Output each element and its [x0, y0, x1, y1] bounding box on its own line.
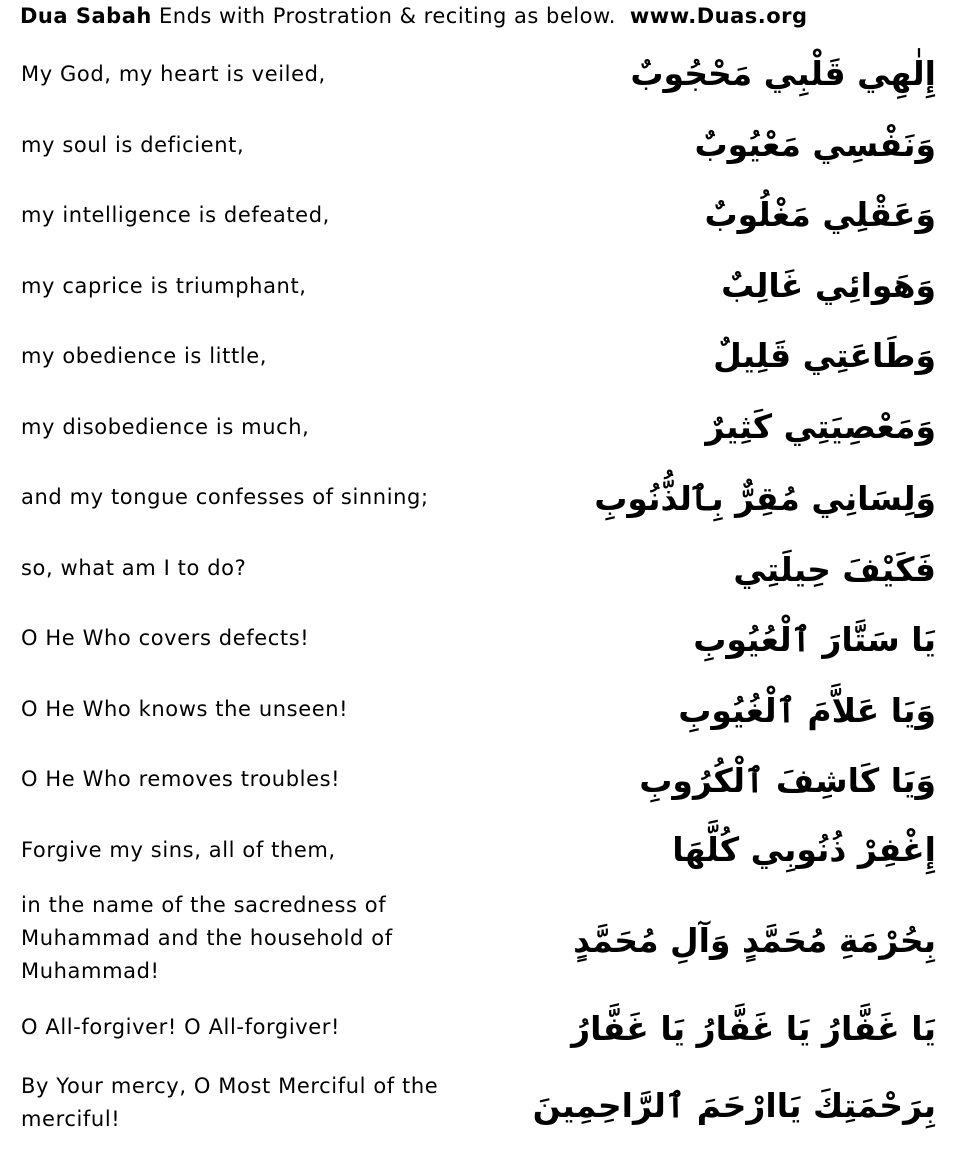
arabic-text: وَطَاعَتِي قَلِيلٌ	[713, 336, 936, 375]
english-text: O He Who covers defects!	[21, 626, 310, 650]
english-text: My God, my heart is veiled,	[21, 62, 326, 86]
arabic-text: بِرَحْمَتِكَ يَاارْحَمَ ٱلرَّاحِمِينَ	[532, 1086, 936, 1125]
arabic-text: وَعَقْلِي مَغْلُوبٌ	[704, 195, 936, 234]
header-website: www.Duas.org	[629, 4, 808, 28]
header-title-rest: Ends with Prostration & reciting as below.	[151, 4, 616, 28]
english-text: Forgive my sins, all of them,	[21, 838, 336, 862]
english-text: Muhammad!	[21, 959, 160, 983]
arabic-text: إِغْفِرْ ذُنُوبِي كُلَّهَا	[672, 830, 936, 869]
english-text: O He Who removes troubles!	[21, 767, 341, 791]
arabic-text: فَكَيْفَ حِيلَتِي	[733, 550, 936, 589]
arabic-text: وَهَوائِي غَالِبٌ	[721, 266, 936, 305]
arabic-text: بِحُرْمَةِ مُحَمَّدٍ وَآلِ مُحَمَّدٍ	[573, 921, 936, 960]
page-header	[20, 4, 808, 28]
arabic-text: يَا سَتَّارَ ٱلْعُيُوبِ	[693, 620, 936, 659]
english-text: merciful!	[21, 1107, 121, 1131]
arabic-text: وَيَا كَاشِفَ ٱلْكُرُوبِ	[639, 761, 936, 800]
english-text: my obedience is little,	[21, 344, 268, 368]
english-text: so, what am I to do?	[21, 556, 247, 580]
english-text: By Your mercy, O Most Merciful of the	[21, 1074, 439, 1098]
english-text: my soul is deficient,	[21, 133, 245, 157]
arabic-text: وَيَا عَلاَّمَ ٱلْغُيُوبِ	[678, 691, 936, 730]
arabic-text: وَمَعْصِيَتِي كَثِيرٌ	[705, 407, 936, 446]
header-title-bold: Dua Sabah	[20, 4, 152, 28]
english-text: my caprice is triumphant,	[21, 274, 307, 298]
english-text: Muhammad and the household of	[21, 926, 393, 950]
arabic-text: إِلٰهِي قَلْبِي مَحْجُوبٌ	[630, 54, 936, 93]
arabic-text: وَلِسَانِي مُقِرٌّ بِٱلذُّنُوبِ	[594, 479, 936, 518]
english-text: in the name of the sacredness of	[21, 893, 387, 917]
english-text: O All-forgiver! O All-forgiver!	[21, 1015, 341, 1039]
arabic-text: وَنَفْسِي مَعْيُوبٌ	[694, 125, 936, 164]
english-text: my intelligence is defeated,	[21, 203, 330, 227]
english-text: O He Who knows the unseen!	[21, 697, 349, 721]
english-text: and my tongue confesses of sinning;	[21, 485, 429, 509]
arabic-text: يَا غَفَّارُ يَا غَفَّارُ يَا غَفَّارُ	[571, 1009, 936, 1048]
english-text: my disobedience is much,	[21, 415, 310, 439]
